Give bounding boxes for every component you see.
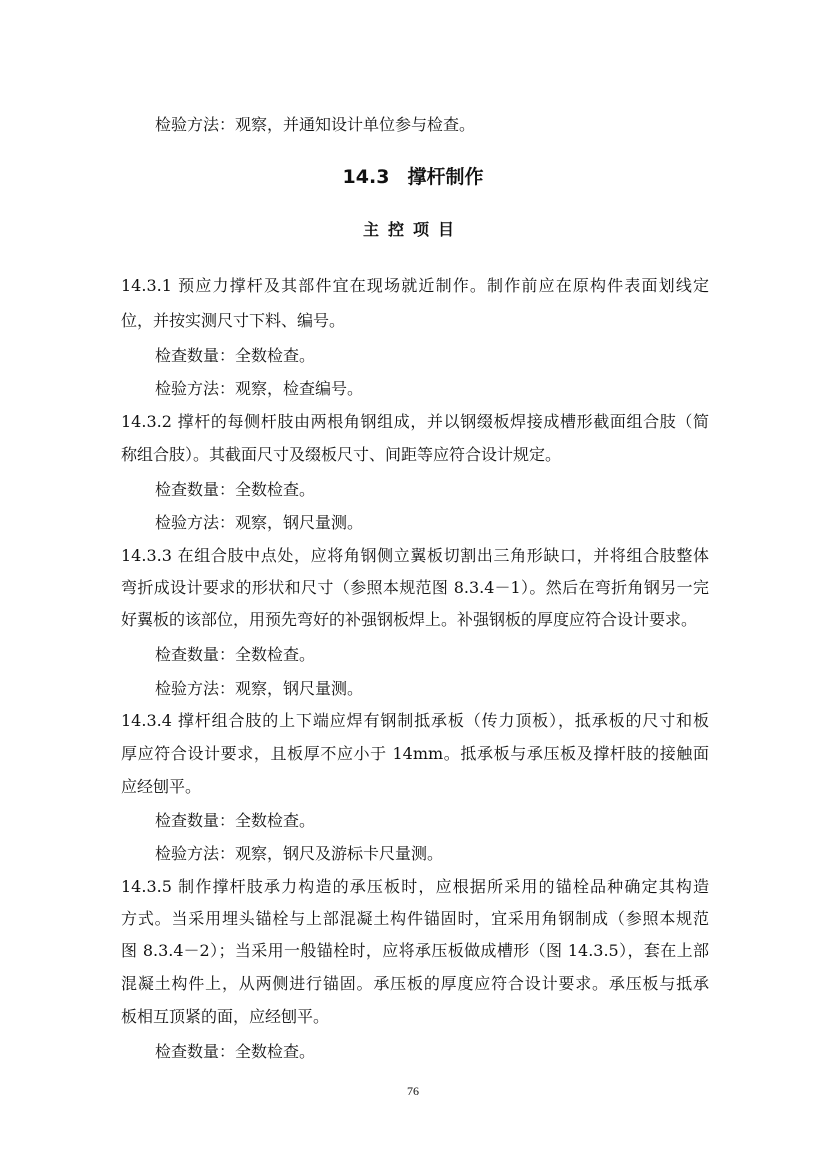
clause-text: 预应力撑杆及其部件宜在现场就近制作。制作前应在原构件表面划线定 bbox=[177, 276, 709, 295]
inspection-quantity: 检查数量：全数检查。 bbox=[155, 1042, 316, 1061]
intro-text: 检验方法：观察，并通知设计单位参与检查。 bbox=[155, 115, 476, 134]
clause-line: 图 8.3.4－2）；当采用一般锚栓时，应将承压板做成槽形（图 14.3.5），套在上部 bbox=[121, 941, 709, 960]
clause-number: 14.3.5 bbox=[121, 877, 172, 896]
clause-line bbox=[121, 275, 709, 297]
clause-text: 撑杆组合肢的上下端应焊有钢制抵承板（传力顶板），抵承板的尺寸和板 bbox=[177, 711, 709, 730]
inspection-method: 检验方法：观察，钢尺量测。 bbox=[155, 513, 364, 532]
clause-line bbox=[121, 710, 709, 732]
clause-line: 称组合肢）。其截面尺寸及缀板尺寸、间距等应符合设计规定。 bbox=[121, 445, 562, 464]
clause-text: 在组合肢中点处，应将角钢侧立翼板切割出三角形缺口，并将组合肢整体 bbox=[177, 546, 709, 565]
clause-line: 弯折成设计要求的形状和尺寸（参照本规范图 8.3.4－1）。然后在弯折角钢另一完 bbox=[121, 578, 709, 597]
clause-number: 14.3.3 bbox=[121, 546, 172, 565]
clause-number: 14.3.1 bbox=[121, 276, 172, 295]
clause-line: 应经刨平。 bbox=[121, 777, 202, 796]
clause-line: 厚应符合设计要求，且板厚不应小于 14mm。抵承板与承压板及撑杆肢的接触面 bbox=[121, 744, 709, 763]
inspection-quantity: 检查数量：全数检查。 bbox=[155, 811, 316, 830]
clause-line: 好翼板的该部位，用预先弯好的补强钢板焊上。补强钢板的厚度应符合设计要求。 bbox=[121, 610, 698, 629]
clause-line bbox=[121, 545, 709, 567]
clause-text: 撑杆的每侧杆肢由两根角钢组成，并以钢缀板焊接成槽形截面组合肢（简 bbox=[177, 412, 709, 431]
clause-line: 位，并按实测尺寸下料、编号。 bbox=[121, 311, 346, 330]
inspection-method: 检验方法：观察，钢尺量测。 bbox=[155, 679, 364, 698]
inspection-method: 检验方法：观察，钢尺及游标卡尺量测。 bbox=[155, 844, 444, 863]
clause-line: 板相互顶紧的面，应经刨平。 bbox=[121, 1007, 330, 1026]
section-title: 撑杆制作 bbox=[407, 166, 484, 188]
clause-line bbox=[121, 876, 709, 898]
clause-line bbox=[121, 411, 709, 433]
section-number: 14.3 bbox=[342, 166, 390, 188]
inspection-quantity: 检查数量：全数检查。 bbox=[155, 480, 316, 499]
subsection-heading: 主控项目 bbox=[362, 220, 463, 239]
clause-number: 14.3.4 bbox=[121, 711, 172, 730]
inspection-method: 检验方法：观察，检查编号。 bbox=[155, 379, 364, 398]
clause-line: 混凝土构件上，从两侧进行锚固。承压板的厚度应符合设计要求。承压板与抵承 bbox=[121, 974, 709, 993]
clause-number: 14.3.2 bbox=[121, 412, 172, 431]
clause-text: 制作撑杆肢承力构造的承压板时，应根据所采用的锚栓品种确定其构造 bbox=[177, 877, 709, 896]
section-heading bbox=[0, 164, 826, 190]
page-number: 76 bbox=[407, 1084, 419, 1098]
inspection-quantity: 检查数量：全数检查。 bbox=[155, 645, 316, 664]
inspection-quantity: 检查数量：全数检查。 bbox=[155, 346, 316, 365]
clause-line: 方式。当采用埋头锚栓与上部混凝土构件锚固时，宜采用角钢制成（参照本规范 bbox=[121, 909, 709, 928]
